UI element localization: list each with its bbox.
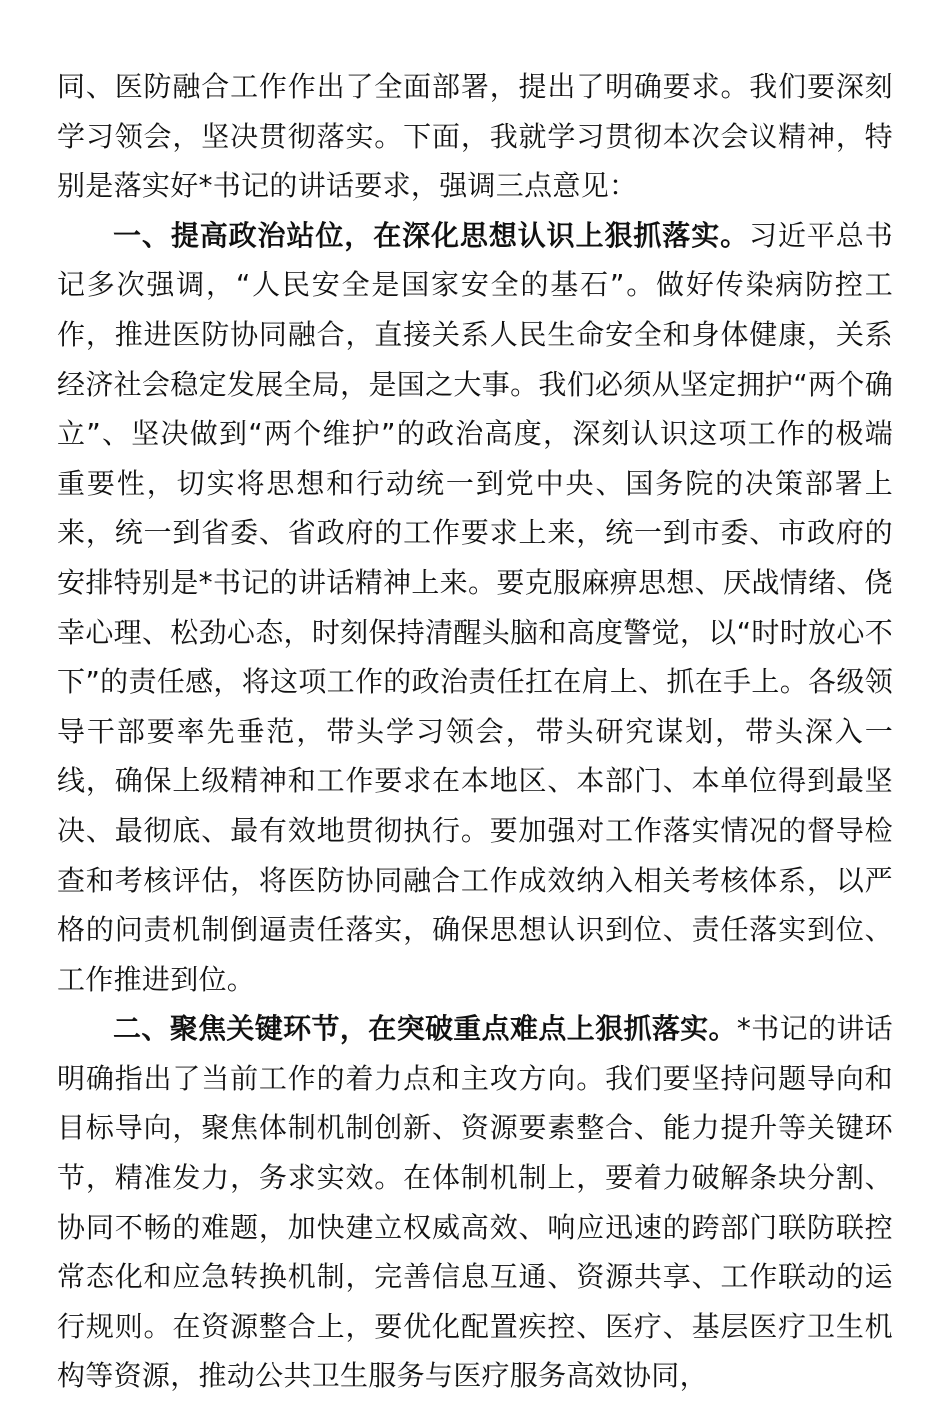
section-body-2: *书记的讲话明确指出了当前工作的着力点和主攻方向。我们要坚持问题导向和目标导向，聚焦体制机制创新、资源要素整合、能力提升等关键环节，精准发力，务求实效。在体制机制上，要着力破解条块分割、协同不畅的难题，加快建立权威高效、响应迅速的跨部门联防联控常态化和应急转换机制，完善信息互通、资源共享、工作联动的运行规则。在资源整合上，要优化配置疾控、医疗、基层医疗卫生机构等资源，推动公共卫生服务与医疗服务高效协同， bbox=[57, 1012, 893, 1393]
section-paragraph-2 bbox=[57, 1004, 893, 1401]
section-body-1: 习近平总书记多次强调，“人民安全是国家安全的基石”。做好传染病防控工作，推进医防协同融合，直接关系人民生命安全和身体健康，关系经济社会稳定发展全局，是国之大事。我们必须从坚定拥护“两个确立”、坚决做到“两个维护”的政治高度，深刻认识这项工作的极端重要性，切实将思想和行动统一到党中央、国务院的决策部署上来，统一到省委、省政府的工作要求上来，统一到市委、市政府的安排特别是*书记的讲话精神上来。要克服麻痹思想、厌战情绪、侥幸心理、松劲心态，时刻保持清醒头脑和高度警觉，以“时时放心不下”的责任感，将这项工作的政治责任扛在肩上、抓在手上。各级领导干部要率先垂范，带头学习领会，带头研究谋划，带头深入一线，确保上级精神和工作要求在本地区、本部门、本单位得到最坚决、最彻底、最有效地贯彻执行。要加强对工作落实情况的督导检查和考核评估，将医防协同融合工作成效纳入相关考核体系，以严格的问责机制倒逼责任落实，确保思想认识到位、责任落实到位、工作推进到位。 bbox=[57, 218, 893, 996]
section-paragraph-1 bbox=[57, 211, 893, 1005]
section-heading-2: 二、聚焦关键环节，在突破重点难点上狠抓落实。 bbox=[113, 1012, 737, 1046]
document-body bbox=[57, 62, 893, 1401]
intro-paragraph: 同、医防融合工作作出了全面部署，提出了明确要求。我们要深刻学习领会，坚决贯彻落实。下面，我就学习贯彻本次会议精神，特别是落实好*书记的讲话要求，强调三点意见： bbox=[57, 70, 893, 203]
section-heading-1: 一、提高政治站位，在深化思想认识上狠抓落实。 bbox=[113, 218, 750, 252]
